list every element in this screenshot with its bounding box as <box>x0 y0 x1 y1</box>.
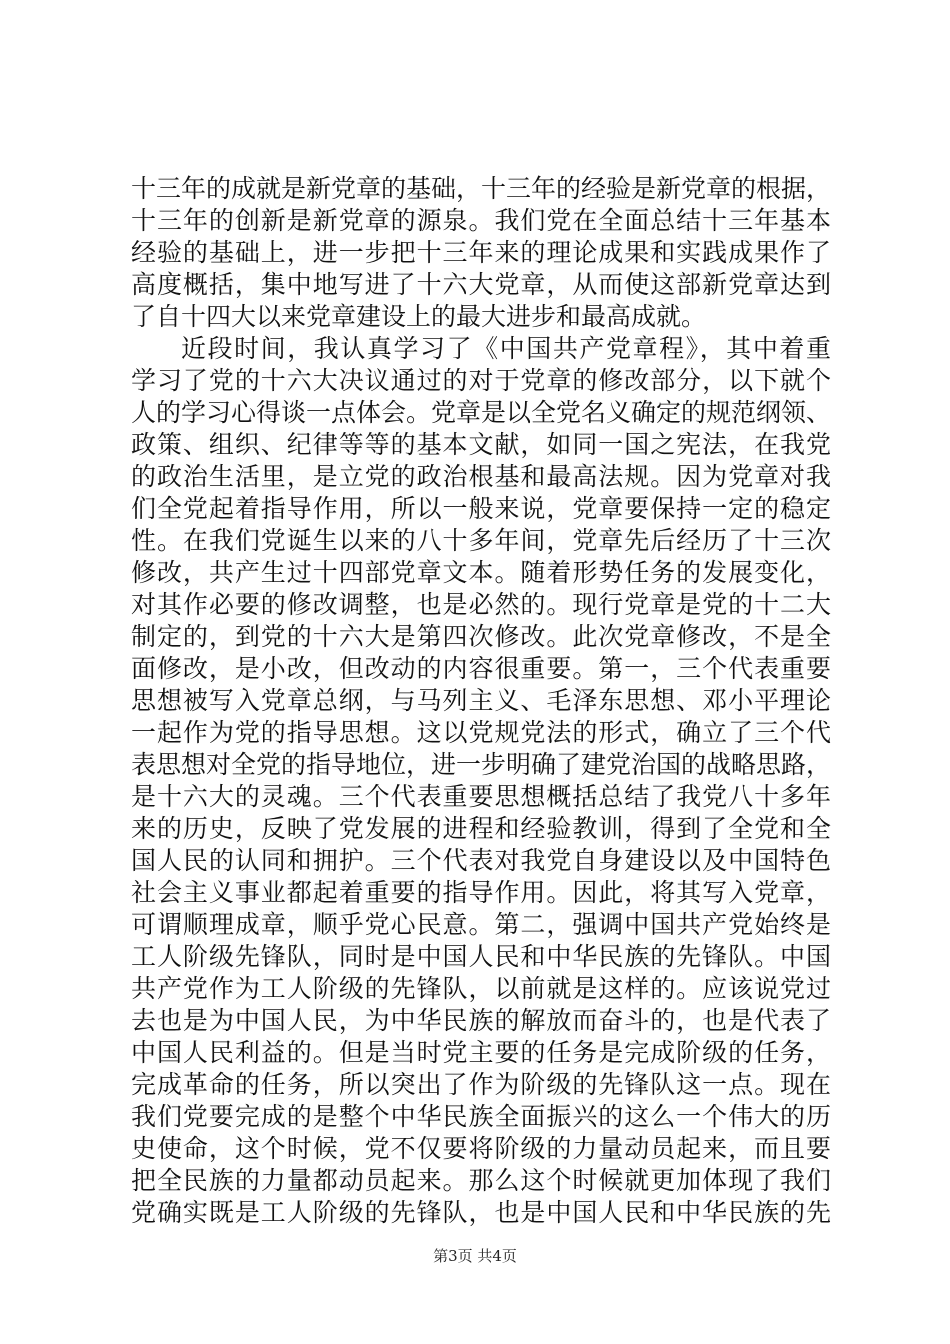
text-line: 面修改，是小改，但改动的内容很重要。第一，三个代表重要 <box>131 654 831 683</box>
text-line: 社会主义事业都起着重要的指导作用。因此，将其写入党章， <box>131 878 831 907</box>
text-line: 制定的，到党的十六大是第四次修改。此次党章修改，不是全 <box>131 622 831 651</box>
text-line: 高度概括，集中地写进了十六大党章，从而使这部新党章达到 <box>131 270 831 299</box>
text-line: 我们党要完成的是整个中华民族全面振兴的这么一个伟大的历 <box>131 1102 831 1131</box>
text-line: 党确实既是工人阶级的先锋队，也是中国人民和中华民族的先 <box>131 1198 831 1227</box>
text-line: 了自十四大以来党章建设上的最大进步和最高成就。 <box>131 302 707 331</box>
paragraph-first-line: 近段时间，我认真学习了《中国共产党章程》，其中着重 <box>181 334 831 363</box>
text-line: 可谓顺理成章，顺乎党心民意。第二，强调中国共产党始终是 <box>131 910 831 939</box>
text-line: 学习了党的十六大决议通过的对于党章的修改部分，以下就个 <box>131 366 831 395</box>
text-line: 一起作为党的指导思想。这以党规党法的形式，确立了三个代 <box>131 718 831 747</box>
text-line: 对其作必要的修改调整，也是必然的。现行党章是党的十二大 <box>131 590 831 619</box>
text-line: 们全党起着指导作用，所以一般来说，党章要保持一定的稳定 <box>131 494 831 523</box>
text-line: 完成革命的任务，所以突出了作为阶级的先锋队这一点。现在 <box>131 1070 831 1099</box>
text-line: 修改，共产生过十四部党章文本。随着形势任务的发展变化， <box>131 558 831 587</box>
text-line: 经验的基础上，进一步把十三年来的理论成果和实践成果作了 <box>131 238 831 267</box>
text-line: 政策、组织、纪律等等的基本文献，如同一国之宪法，在我党 <box>131 430 831 459</box>
text-line: 国人民的认同和拥护。三个代表对我党自身建设以及中国特色 <box>131 846 831 875</box>
text-line: 性。在我们党诞生以来的八十多年间，党章先后经历了十三次 <box>131 526 831 555</box>
text-line: 是十六大的灵魂。三个代表重要思想概括总结了我党八十多年 <box>131 782 831 811</box>
text-line: 中国人民利益的。但是当时党主要的任务是完成阶级的任务， <box>131 1038 831 1067</box>
text-line: 表思想对全党的指导地位，进一步明确了建党治国的战略思路， <box>131 750 832 779</box>
text-line: 思想被写入党章总纲，与马列主义、毛泽东思想、邓小平理论 <box>131 686 831 715</box>
text-line: 工人阶级先锋队，同时是中国人民和中华民族的先锋队。中国 <box>131 942 831 971</box>
text-line: 史使命，这个时候，党不仅要将阶级的力量动员起来，而且要 <box>131 1134 831 1163</box>
document-body <box>131 173 831 1229</box>
text-line: 十三年的成就是新党章的基础，十三年的经验是新党章的根据， <box>131 174 832 203</box>
text-line: 把全民族的力量都动员起来。那么这个时候就更加体现了我们 <box>131 1166 831 1195</box>
text-line: 的政治生活里，是立党的政治根基和最高法规。因为党章对我 <box>131 462 831 491</box>
text-line: 共产党作为工人阶级的先锋队，以前就是这样的。应该说党过 <box>131 974 831 1003</box>
text-line: 来的历史，反映了党发展的进程和经验教训，得到了全党和全 <box>131 814 831 843</box>
page-number-footer: 第3页 共4页 <box>433 1247 517 1265</box>
text-line: 十三年的创新是新党章的源泉。我们党在全面总结十三年基本 <box>131 206 831 235</box>
text-line: 去也是为中国人民，为中华民族的解放而奋斗的，也是代表了 <box>131 1006 831 1035</box>
text-line: 人的学习心得谈一点体会。党章是以全党名义确定的规范纲领、 <box>131 398 832 427</box>
